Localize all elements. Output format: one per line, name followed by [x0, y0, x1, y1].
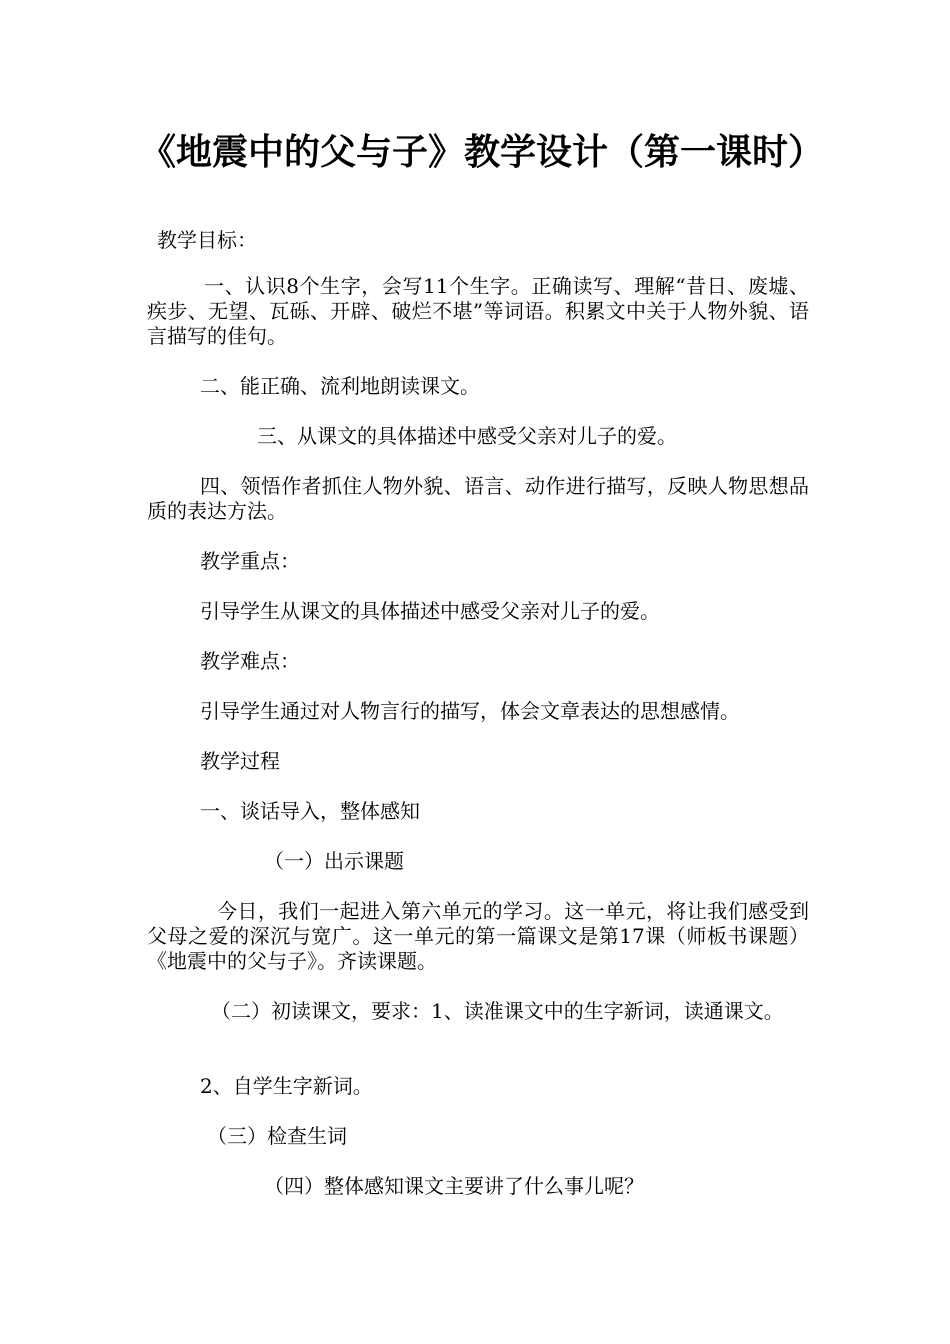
paragraph-objective-2: 二、能正确、流利地朗读课文。 [200, 374, 480, 398]
paragraph-process-heading: 教学过程 [200, 749, 280, 773]
document-title: 《地震中的父与子》教学设计（第一课时） [140, 132, 825, 173]
paragraph-key-points-heading: 教学重点： [200, 549, 300, 573]
paragraph-difficulties-heading: 教学难点： [200, 649, 300, 673]
paragraph-objective-3: 三、从课文的具体描述中感受父亲对儿子的爱。 [257, 424, 677, 448]
paragraph-objective-1: 一、认识8个生字，会写11个生字。正确读写、理解“昔日、废墟、疾步、无望、瓦砾、开辟、破烂不堪”等词语。积累文中关于人物外貌、语言描写的佳句。 [147, 274, 809, 348]
paragraph-subsection-2: （二）初读课文，要求：1、读准课文中的生字新词，读通课文。 [211, 999, 784, 1023]
paragraph-objective-4: 四、领悟作者抓住人物外貌、语言、动作进行描写，反映人物思想品质的表达方法。 [147, 474, 809, 523]
paragraph-subsection-1: （一）出示课题 [264, 849, 404, 873]
paragraph-objectives-heading: 教学目标： [157, 228, 257, 252]
paragraph-subsection-3: （三）检查生词 [207, 1124, 347, 1148]
paragraph-intro-text: 今日，我们一起进入第六单元的学习。这一单元，将让我们感受到父母之爱的深沉与宽广。这一单元的第一篇课文是第17课（师板书课题）《地震中的父与子》。齐读课题。 [147, 899, 809, 973]
paragraph-difficulties: 引导学生通过对人物言行的描写，体会文章表达的思想感情。 [200, 699, 740, 723]
paragraph-key-points: 引导学生从课文的具体描述中感受父亲对儿子的爱。 [200, 599, 660, 623]
paragraph-subsection-4: （四）整体感知课文主要讲了什么事儿呢？ [264, 1174, 644, 1198]
paragraph-subsection-2-item: 2、自学生字新词。 [200, 1074, 373, 1098]
paragraph-section-1: 一、谈话导入，整体感知 [200, 799, 420, 823]
